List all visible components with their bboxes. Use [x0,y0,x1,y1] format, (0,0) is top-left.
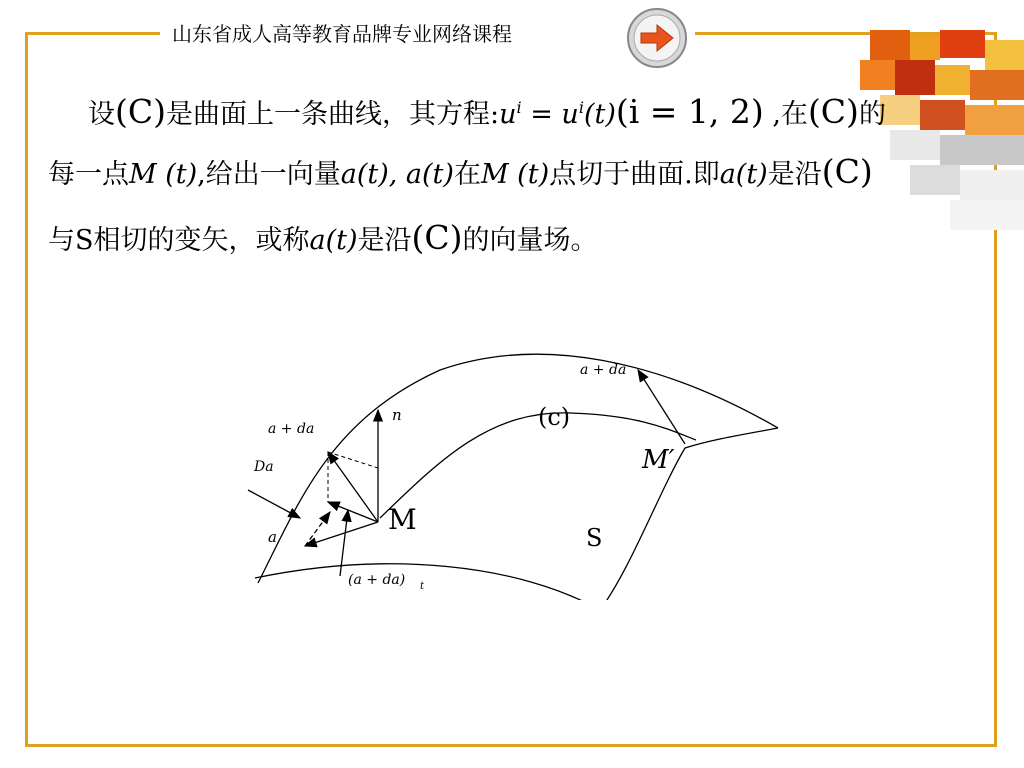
next-page-button[interactable] [625,6,689,70]
label-n: n [392,406,402,424]
surface-right-edge [600,428,778,600]
course-title: 山东省成人高等教育品牌专业网络课程 [172,22,512,46]
label-a-da-top: a + da [580,362,627,378]
paragraph-3: 与S相切的变矢，或称a(t)是沿(C)的向量场。 [48,218,598,257]
vector-a [305,522,378,546]
label-a: a [268,528,277,546]
surface-top-edge [258,354,778,583]
label-Da: Da [254,459,274,475]
vector-Da [305,512,330,546]
label-subscript-t: t [420,581,425,592]
label-M-prime: M′ [642,445,675,475]
paragraph-1: 设(C)是曲面上一条曲线，其方程$:u^i = u^i(t)(i = 1$, 2) ,在(C)的 [88,92,886,131]
surface-bottom-edge [255,564,600,600]
label-a-da-left: a + da [268,421,315,437]
label-M: M [388,503,417,536]
arrow-right-icon [625,6,689,70]
label-curve-c: (c) [538,403,571,431]
paragraph-2: 每一点M (t),给出一向量a(t), a(t)在M (t)点切于曲面.即a(t)是沿(C) [48,152,873,191]
label-a-da-t: (a + da) [348,572,406,588]
label-S: S [586,524,603,552]
surface-diagram [240,340,800,600]
